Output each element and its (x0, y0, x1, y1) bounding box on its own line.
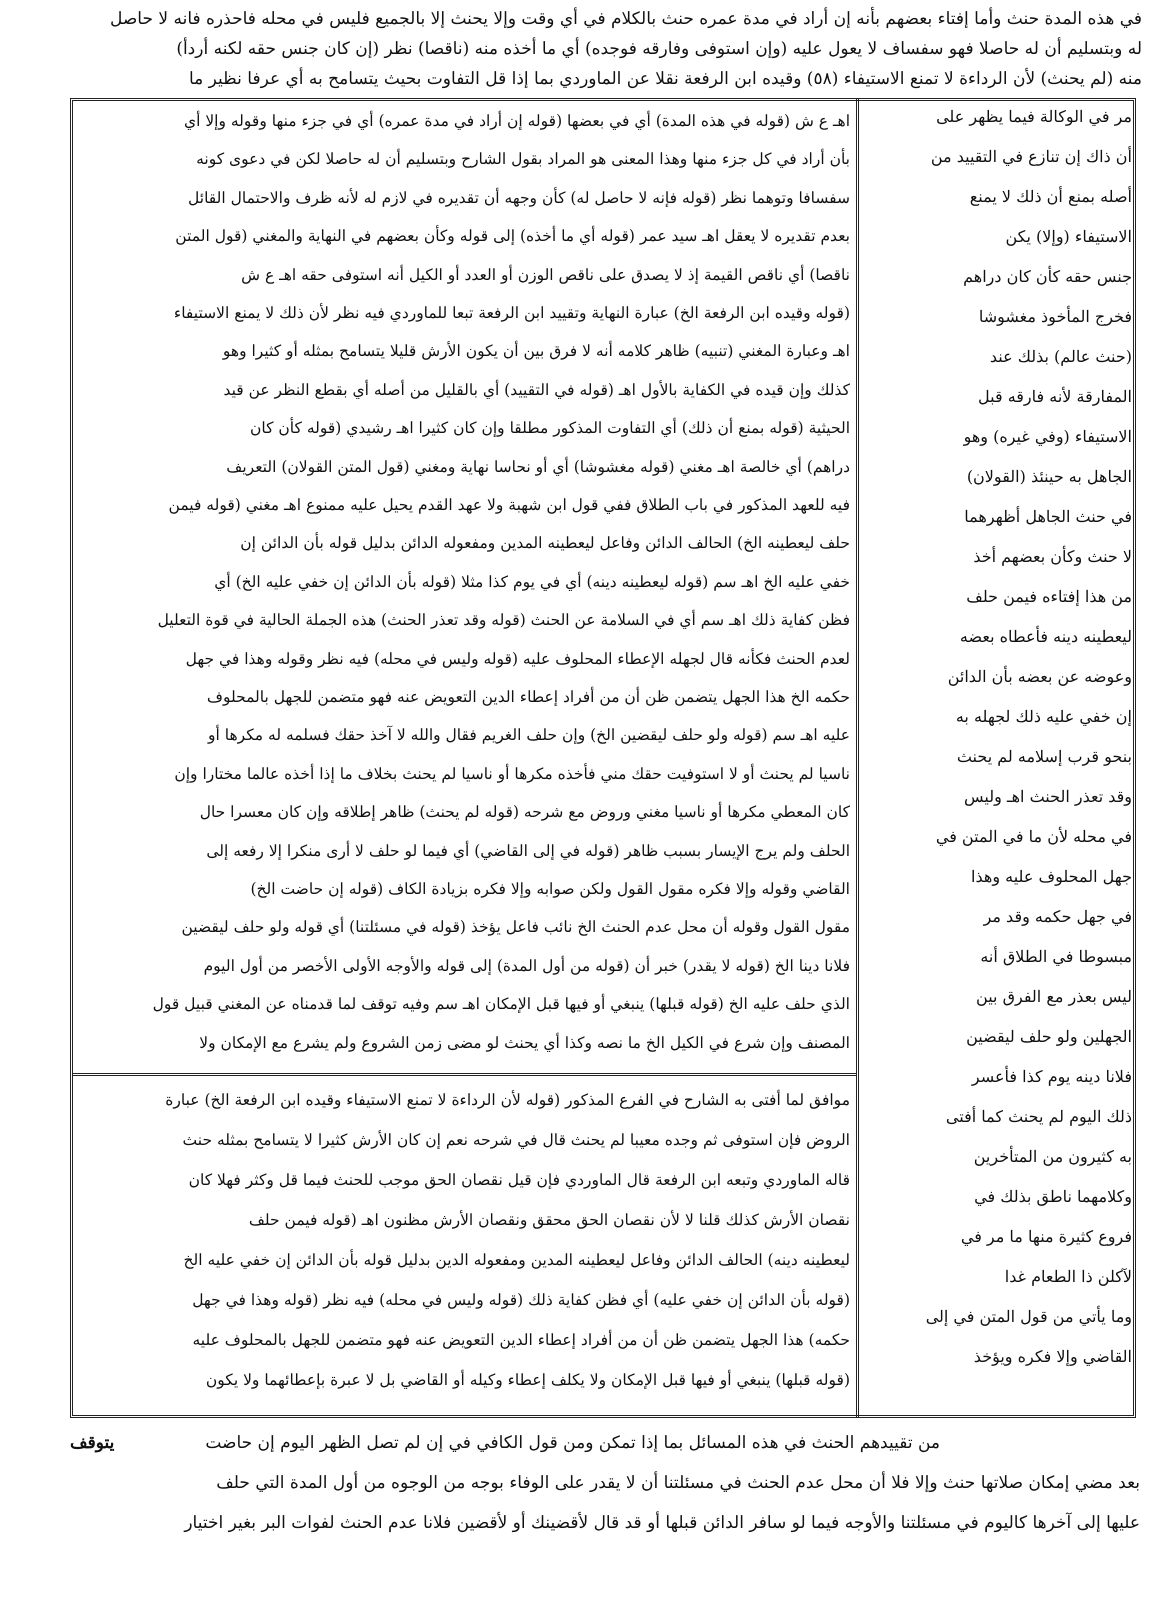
side-text-line: جهل المحلوف عليه وهذا (971, 867, 1132, 886)
commentary-line: (قوله قبلها) ينبغي أو فيها قبل الإمكان ولا يكلف إعطاء وكيله أو القاضي بل لا عبرة بإعطائهما ولا يكون (205, 1371, 850, 1389)
footer-line: بعد مضي إمكان صلاتها حنث وإلا فلا أن محل عدم الحنث في مسئلتنا أن لا يقدر على الوفاء بوجه من الوجوه من أول المدة التي حلف (216, 1473, 1140, 1493)
side-text-line: أن ذاك إن تنازع في التقييد من (930, 147, 1132, 166)
commentary-line: فيه للعهد المذكور في باب الطلاق ففي قول ابن شهبة ولا عهد القدم يحيل عليه ممنوع اهـ مغني (قوله فيمن (168, 496, 850, 514)
commentary-line: حكمه) هذا الجهل يتضمن ظن أن من أفراد إعطاء الدين التعويض عنه فهو متضمن للجهل بالمحلوف عليه (192, 1331, 850, 1349)
catchword: يتوقف (70, 1433, 115, 1453)
side-text-line: ذلك اليوم لم يحنث كما أفتى (945, 1107, 1132, 1126)
side-text-line: وكلامهما ناطق بذلك في (974, 1187, 1132, 1206)
commentary-line: بأن أراد في كل جزء منها وهذا المعنى هو المراد بقول الشارح وبتسليم أن له حاصلا لكن في دعوى كونه (196, 150, 850, 169)
side-text-line: الاستيفاء (وإلا) يكن (1005, 227, 1132, 246)
commentary-line: عليه اهـ سم (قوله ولو حلف ليقضين الخ) وإن حلف الغريم فقال والله لا آخذ حقك فسلمه له مكرها أو (208, 726, 850, 745)
commentary-line: (قوله وقيده ابن الرفعة الخ) عبارة النهاية وتقييد ابن الرفعة تبعا للماوردي فيه نظر لأن ذلك لا يمنع الاستيفاء (173, 304, 850, 322)
side-text-line: مر في الوكالة فيما يظهر على (936, 107, 1132, 126)
section-divider (72, 1073, 856, 1076)
commentary-line: بعدم تقديره لا يعقل اهـ سيد عمر (قوله أي ما أخذه) إلى قوله وكأن بعضهم في النهاية والمغني (قول المتن (175, 227, 850, 246)
main-text-line: في هذه المدة حنث وأما إفتاء بعضهم بأنه إن أراد في مدة عمره حنث بالكلام في أي وقت وإلا يحنث إلا بالجميع فليس في محله فاحذره فانه لا حاصل (109, 9, 1142, 29)
side-text-line: الجاهل به حينئذ (القولان) (966, 467, 1132, 486)
side-text-line: الجهلين ولو حلف ليقضين (966, 1027, 1132, 1046)
side-text-line: المفارقة لأنه فارقه قبل (978, 387, 1132, 406)
column-divider (856, 98, 859, 1418)
side-text-line: بنحو قرب إسلامه لم يحنث (956, 747, 1132, 766)
side-text-line: إن خفي عليه ذلك لجهله به (955, 707, 1132, 726)
commentary-line: الذي حلف عليه الخ (قوله قبلها) ينبغي أو فيها قبل الإمكان اهـ سم وفيه توقف لما قدمناه عن المغني قبيل قول (152, 995, 850, 1014)
commentary-line: المصنف وإن شرع في الكيل الخ ما نصه وكذا أي يحنث لو مضى زمن الشروع ولم يشرع مع الإمكان ولا (199, 1033, 850, 1052)
commentary-line: موافق لما أفتى به الشارح في الفرع المذكور (قوله لأن الرداءة لا تمنع الاستيفاء وقيده ابن الرفعة الخ) عبارة (165, 1091, 850, 1109)
side-text-line: لا حنث وكأن بعضهم أخذ (973, 547, 1132, 566)
commentary-line: ليعطينه دينه) الحالف الدائن وفاعل ليعطينه المدين ومفعوله الدين بدليل قوله بأن الدائن إن خفي عليه الخ (183, 1251, 850, 1269)
main-text-line: منه (لم يحنث) لأن الرداءة لا تمنع الاستيفاء (٥٨) وقيده ابن الرفعة نقلا عن الماوردي بما إذا قل التفاوت بحيث يتسامح به أي عرفا نظير ما (188, 69, 1142, 89)
commentary-line: فلانا دينا الخ (قوله لا يقدر) خبر أن (قوله من أول المدة) إلى قوله والأوجه الأولى الأخصر من أول اليوم (203, 956, 850, 975)
side-text-line: فخرج المأخوذ مغشوشا (978, 307, 1132, 326)
commentary-line: ناقصا) أي ناقص القيمة إذ لا يصدق على ناقص الوزن أو العدد أو الكيل أنه استوفى حقه اهـ ع ش (241, 265, 850, 284)
side-text-line: جنس حقه كأن كان دراهم (963, 267, 1132, 286)
side-text-line: في حنث الجاهل أظهرهما (964, 507, 1132, 526)
side-text-line: وقد تعذر الحنث اهـ وليس (964, 787, 1132, 806)
commentary-line: حكمه الخ هذا الجهل يتضمن ظن أن من أفراد إعطاء الدين التعويض عنه فهو متضمن للجهل بالمحلوف (206, 688, 850, 706)
side-text-line: في محله لأن ما في المتن في (935, 827, 1132, 846)
commentary-line: (قوله بأن الدائن إن خفي عليه) أي فظن كفاية ذلك (قوله وليس في محله) فيه نظر (قوله وهذا في جهل (192, 1291, 850, 1309)
footer-line: عليها إلى آخرها كاليوم في مسئلتنا والأوجه فيما لو سافر الدائن قبلها أو قد قال لأقضينك أو لأقضين فلانا عدم الحنث لفوات البر بغير اختيار (184, 1513, 1140, 1533)
commentary-line: كذلك وإن قيده في الكفاية بالأول اهـ (قوله في التقييد) أي بالقليل من أصله أي بقطع النظر عن قيد (223, 380, 850, 399)
side-text-line: الاستيفاء (وفي غيره) وهو (963, 427, 1132, 446)
side-text-line: وعوضه عن بعضه بأن الدائن (947, 667, 1132, 686)
side-text-line: فلانا دينه يوم كذا فأعسر (971, 1067, 1132, 1086)
commentary-line: الروض فإن استوفى ثم وجده معيبا لم يحنث قال في شرحه نعم إن كان الأرش كثيرا لا يتسامح بمثله حنث (182, 1131, 850, 1149)
side-text-line: فروع كثيرة منها ما مر في (960, 1227, 1132, 1246)
side-text-line: مبسوطا في الطلاق أنه (980, 947, 1132, 966)
side-text-line: القاضي وإلا فكره ويؤخذ (973, 1347, 1132, 1366)
side-text-line: في جهل حكمه وقد مر (983, 907, 1132, 926)
commentary-line: اهـ ع ش (قوله في هذه المدة) أي في بعضها (قوله إن أراد في مدة عمره) أي في جزء منها وقوله وإلا أي (183, 112, 850, 130)
commentary-line: خفي عليه الخ اهـ سم (قوله ليعطينه دينه) أي في يوم كذا مثلا (قوله بأن الدائن إن خفي عليه الخ) أي (214, 572, 850, 591)
side-text-line: وما يأتي من قول المتن في إلى (925, 1307, 1132, 1326)
side-text-line: ليس بعذر مع الفرق بين (976, 987, 1132, 1006)
commentary-line: سفسافا وتوهما نظر (قوله فإنه لا حاصل له) كأن وجهه أن تقديره في لازم له لأنه ظرف والاحتمال القائل (188, 188, 850, 207)
commentary-line: الحيثية (قوله بمنع أن ذلك) أي التفاوت المذكور مطلقا وإن كان كثيرا اهـ رشيدي (قوله كأن كان (250, 419, 850, 438)
commentary-line: الحلف ولم يرج الإيسار بسبب ظاهر (قوله في إلى القاضي) أي فيما لو حلف لا أرى منكرا إلا رفعه إلى (206, 841, 850, 860)
commentary-line: القاضي وقوله وإلا فكره مقول القول ولكن صوابه وإلا فكره بزيادة الكاف (قوله إن حاضت الخ) (250, 880, 850, 898)
commentary-line: فظن كفاية ذلك اهـ سم أي في السلامة عن الحنث (قوله وقد تعذر الحنث) هذه الجملة الحالية في قوة التعليل (157, 611, 850, 630)
commentary-line: اهـ وعبارة المغني (تنبيه) ظاهر كلامه أنه لا فرق بين أن يكون الأرش قليلا يتسامح بمثله أو كثيرا وهو (222, 342, 850, 361)
side-text-line: به كثيرون من المتأخرين (973, 1147, 1132, 1166)
commentary-line: قاله الماوردي وتبعه ابن الرفعة قال الماوردي فإن قيل نقصان الحق موجب للحنث فيما قل وكثر فهلا كان (188, 1171, 850, 1189)
footer-line: من تقييدهم الحنث في هذه المسائل بما إذا تمكن ومن قول الكافي في إن لم تصل الظهر اليوم إن حاضت (205, 1433, 940, 1453)
side-text-line: أصله بمنع أن ذلك لا يمنع (969, 187, 1132, 206)
side-text-line: ليعطينه دينه فأعطاه بعضه (959, 627, 1132, 646)
side-text-line: لآكلن ذا الطعام غدا (1004, 1267, 1132, 1286)
side-text-line: من هذا إفتاءه فيمن حلف (966, 587, 1132, 606)
main-text-line: له وبتسليم أن له حاصلا فهو سفساف لا يعول عليه (وإن استوفى وفارقه فوجده) أي ما أخذه منه (ناقصا) نظر (إن كان جنس حقه لكنه أردأ) (176, 39, 1142, 59)
commentary-line: مقول القول وقوله أن محل عدم الحنث الخ نائب فاعل يؤخذ (قوله في مسئلتنا) أي قوله ولو حلف ليقضين (181, 918, 850, 937)
commentary-line: لعدم الحنث فكأنه قال لجهله الإعطاء المحلوف عليه (قوله وليس في محله) فيه نظر وقوله وهذا في جهل (185, 649, 850, 668)
commentary-line: حلف ليعطينه الخ) الحالف الدائن وفاعل ليعطينه المدين ومفعوله الدائن بدليل قوله بأن الدائن إن (240, 534, 850, 553)
side-text-line: (حنث عالم) بذلك عند (989, 347, 1132, 366)
commentary-line: كان المعطي مكرها أو ناسيا مغني وروض مع شرحه (قوله لم يحنث) ظاهر إطلاقه وإن كان معسرا حال (199, 803, 850, 822)
commentary-line: ناسيا لم يحنث أو لا استوفيت حقك مني فأخذه مكرها أو ناسيا لم يحنث بخلاف ما إذا أخذه عالما مختارا وإن (174, 764, 850, 783)
commentary-line: دراهم) أي خالصة اهـ مغني (قوله مغشوشا) أي أو نحاسا نهاية ومغني (قول المتن القولان) التعريف (226, 457, 850, 476)
commentary-line: نقصان الأرش كذلك قلنا لا لأن نقصان الحق محقق ونقصان الأرش مظنون اهـ (قوله فيمن حلف (248, 1211, 850, 1229)
